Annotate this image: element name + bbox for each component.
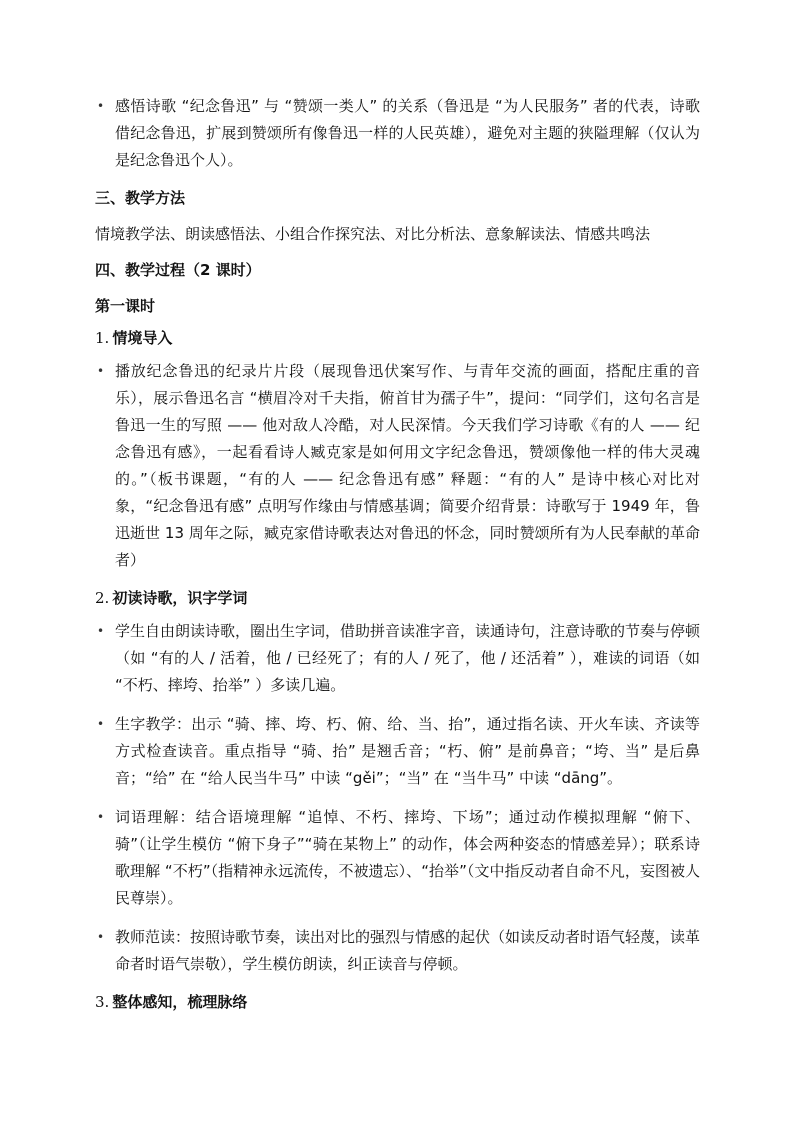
bullet-dot-icon: •: [97, 364, 105, 378]
step1-bullet: [95, 358, 700, 574]
bullet-text: 播放纪念鲁迅的纪录片片段（展现鲁迅伏案写作、与青年交流的画面，搭配庄重的音乐），展示鲁迅名言 “横眉冷对千夫指，俯首甘为孺子牛”，提问：“同学们，这句名言是鲁迅一生的写照 —— 他对敌人冷酷，对人民深情。今天我们学习诗歌《有的人 —— 纪念鲁迅有感》，一起看看诗人臧克家是如何用文字纪念鲁迅，赞颂像他一样的伟大灵魂的。”（板书课题，“有的人 —— 纪念鲁迅有感” 释题：“有的人” 是诗中核心对比对象，“纪念鲁迅有感” 点明写作缘由与情感基调；简要介绍背景：诗歌写于 1949 年，鲁迅逝世 13 周年之际，臧克家借诗歌表达对鲁迅的怀念，同时赞颂所有为人民奉献的革命者）: [115, 362, 700, 569]
step-heading-1: [95, 326, 700, 350]
lesson-heading: 第一课时: [95, 297, 156, 315]
bullet-text: 词语理解：结合语境理解 “追悼、不朽、摔垮、下场”；通过动作模拟理解 “俯下、骑”（让学生模仿 “俯下身子”“骑在某物上” 的动作，体会两种姿态的情感差异）；联系诗歌理解 “不朽”（指精神永远流传，不被遗忘）、“抬举”（文中指反动者自命不凡，妄图被人民尊崇）。: [115, 808, 700, 907]
bullet-dot-icon: •: [97, 810, 105, 824]
bullet-dot-icon: •: [97, 624, 105, 638]
step-number: 3.: [95, 993, 110, 1011]
step2-bullet: [95, 804, 700, 912]
bullet-text: 生字教学：出示 “骑、摔、垮、朽、俯、给、当、抬”，通过指名读、开火车读、齐读等方式检查读音。重点指导 “骑、抬” 是翘舌音；“朽、俯” 是前鼻音；“垮、当” 是后鼻音；“给” 在 “给人民当牛马” 中读 “gěi”；“当” 在 “当牛马” 中读 “dāng”。: [115, 715, 700, 787]
step-heading-2: [95, 586, 700, 610]
objective-bullet: [95, 93, 700, 174]
bullet-dot-icon: •: [97, 717, 105, 731]
step-number: 1.: [95, 329, 110, 347]
section-heading-methods: 三、教学方法: [95, 189, 186, 207]
step2-bullet: [95, 924, 700, 978]
step2-bullet: [95, 711, 700, 792]
objective-text: 感悟诗歌 “纪念鲁迅” 与 “赞颂一类人” 的关系（鲁迅是 “为人民服务” 者的代表，诗歌借纪念鲁迅，扩展到赞颂所有像鲁迅一样的人民英雄），避免对主题的狭隘理解（仅认为是纪念鲁迅个人）。: [115, 97, 700, 169]
step2-bullet: [95, 618, 700, 699]
document-content: [95, 93, 700, 1022]
step-number: 2.: [95, 589, 110, 607]
methods-text: 情境教学法、朗读感悟法、小组合作探究法、对比分析法、意象解读法、情感共鸣法: [95, 225, 651, 243]
step-title: 情境导入: [112, 329, 173, 347]
bullet-dot-icon: •: [97, 99, 105, 113]
bullet-text: 教师范读：按照诗歌节奏，读出对比的强烈与情感的起伏（如读反动者时语气轻蔑，读革命者时语气崇敬），学生模仿朗读，纠正读音与停顿。: [115, 928, 701, 973]
step-title: 整体感知，梳理脉络: [112, 993, 248, 1011]
section-heading-process: 四、教学过程（2 课时）: [95, 261, 261, 279]
bullet-text: 学生自由朗读诗歌，圈出生字词，借助拼音读准字音，读通诗句，注意诗歌的节奏与停顿（如 “有的人 / 活着，他 / 已经死了；有的人 / 死了，他 / 还活着” ），难读的词语（如 “不朽、摔垮、抬举” ）多读几遍。: [115, 622, 701, 694]
step-title: 初读诗歌，识字学词: [112, 589, 248, 607]
step-heading-3: [95, 990, 700, 1014]
bullet-dot-icon: •: [97, 930, 105, 944]
